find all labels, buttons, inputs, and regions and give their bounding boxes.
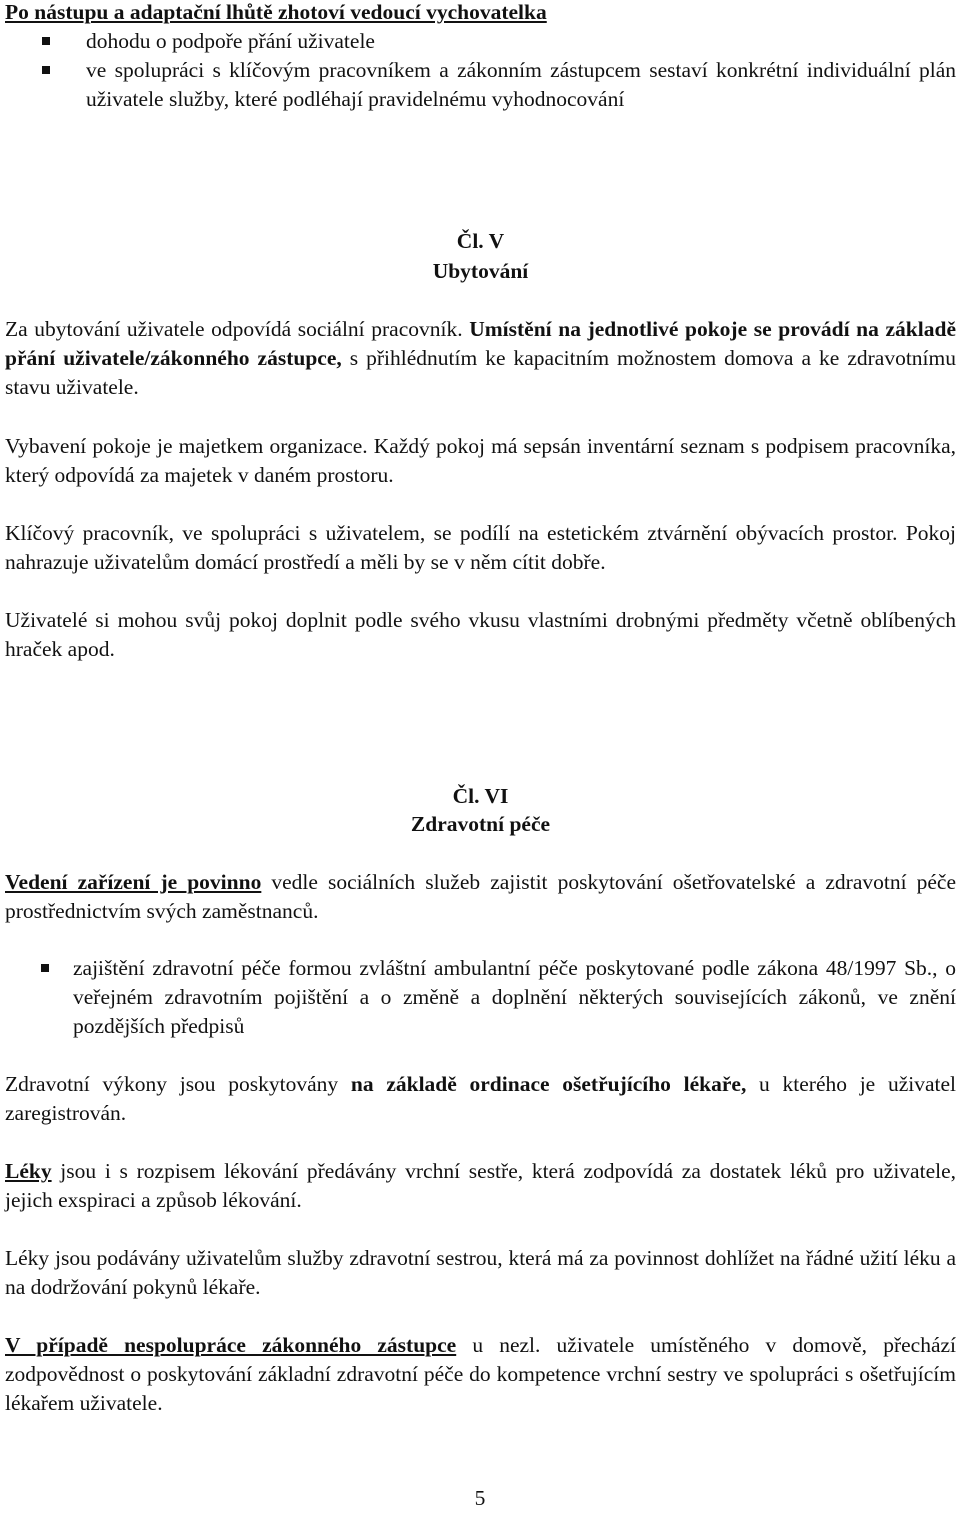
- article-v-number: Čl. V: [456, 229, 505, 253]
- p5-underlined-text: V případě nespolupráce zákonného zástupce: [5, 1333, 457, 1357]
- bullet-text: dohodu o podpoře přání uživatele: [86, 29, 375, 53]
- article-vi-paragraph-2: [5, 1070, 956, 1128]
- article-vi-number: Čl. VI: [452, 784, 509, 808]
- p3-underlined-text: Léky: [5, 1159, 52, 1183]
- article-vi-bullet-list: [5, 954, 956, 1041]
- p2-text: Zdravotní výkony jsou poskytovány: [5, 1072, 351, 1096]
- p1-rest-text: s přihlédnutím ke kapacitním možnostem domova a ke zdravotnímu stavu uživatele.: [5, 346, 956, 399]
- p3-rest-text: jsou i s rozpisem lékování předávány vrchní sestře, která zodpovídá za dostatek léků pro uživatele, jejich exspiraci a způsob lékování.: [5, 1159, 956, 1212]
- page-number: 5: [474, 1486, 486, 1510]
- intro-heading: Po nástupu a adaptační lhůtě zhotoví vedoucí vychovatelka: [5, 0, 547, 24]
- p1-rest-text: vedle sociálních služeb zajistit poskytování ošetřovatelské a zdravotní péče prostřednictvím svých zaměstnanců.: [5, 870, 956, 923]
- bullet-square-icon: [42, 66, 50, 74]
- p2-rest-text: u kterého je uživatel zaregistrován.: [5, 1072, 956, 1125]
- bullet-square-icon: [42, 37, 50, 45]
- list-item: [5, 56, 956, 114]
- p1-bold-text: Umístění na jednotlivé pokoje se provádí na základě přání uživatele/zákonného zástupce,: [5, 317, 956, 370]
- article-v-paragraph-2: Vybavení pokoje je majetkem organizace. Každý pokoj má sepsán inventární seznam s podpisem pracovníka, který odpovídá za majetek v daném prostoru.: [5, 434, 956, 487]
- article-vi-paragraph-5: [5, 1331, 956, 1418]
- p2-bold-text: na základě ordinace ošetřujícího lékaře,: [350, 1072, 747, 1096]
- article-vi-paragraph-1: [5, 868, 956, 926]
- p1-underlined-text: Vedení zařízení je povinno: [5, 870, 262, 894]
- p1-text: Za ubytování uživatele odpovídá sociální pracovník.: [5, 317, 470, 341]
- bullet-text: zajištění zdravotní péče formou zvláštní ambulantní péče poskytované podle zákona 48/1997 Sb., o veřejném zdravotním pojištění a o změně a doplnění některých souvisejících zákonů, ve znění pozdějších předpisů: [73, 956, 956, 1038]
- intro-bullet-list: [5, 27, 956, 114]
- article-v-paragraph-4: Uživatelé si mohou svůj pokoj doplnit podle svého vkusu vlastními drobnými předměty včetně oblíbených hraček apod.: [5, 608, 956, 661]
- article-v-paragraph-1: [5, 315, 956, 402]
- list-item: [5, 954, 956, 1041]
- bullet-text: ve spolupráci s klíčovým pracovníkem a zákonním zástupcem sestaví konkrétní individuální plán uživatele služby, které podléhají pravidelnému vyhodnocování: [86, 58, 956, 111]
- article-v-title: Ubytování: [432, 259, 529, 283]
- article-vi-paragraph-4: Léky jsou podávány uživatelům služby zdravotní sestrou, která má za povinnost dohlížet na řádné užití léku a na dodržování pokynů lékaře.: [5, 1246, 956, 1299]
- list-item: [5, 27, 956, 56]
- bullet-square-icon: [41, 964, 49, 972]
- article-vi-paragraph-3: [5, 1157, 956, 1215]
- article-vi-title: Zdravotní péče: [410, 812, 551, 836]
- article-v-paragraph-3: Klíčový pracovník, ve spolupráci s uživatelem, se podílí na estetickém ztvárnění obývacích prostor. Pokoj nahrazuje uživatelům domácí prostředí a měli by se v něm cítit dobře.: [5, 521, 956, 574]
- p5-rest-text: u nezl. uživatele umístěného v domově, přechází zodpovědnost o poskytování základní zdravotní péče do kompetence vrchní sestry ve spolupráci s ošetřujícím lékařem uživatele.: [5, 1333, 957, 1415]
